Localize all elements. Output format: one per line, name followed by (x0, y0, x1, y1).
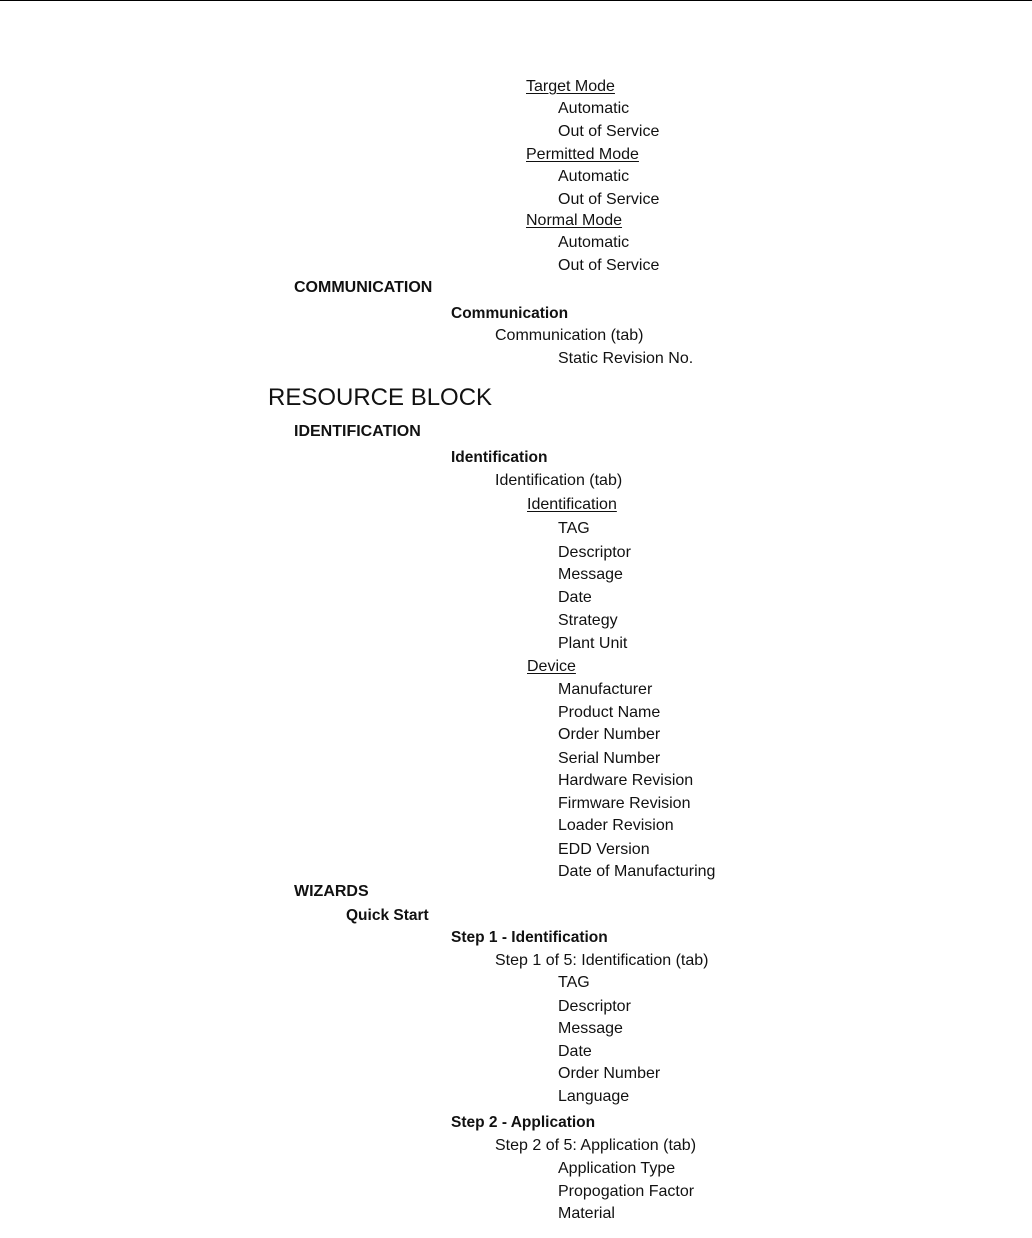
communication-menu-heading: Communication (451, 305, 569, 322)
identification-item: Message (558, 566, 623, 583)
wizards-section-heading: WIZARDS (294, 883, 369, 900)
step1-item: Language (558, 1088, 630, 1105)
device-item: Firmware Revision (558, 795, 691, 812)
device-item: Manufacturer (558, 681, 653, 698)
permitted-mode-item: Out of Service (558, 191, 660, 208)
communication-item: Static Revision No. (558, 350, 694, 367)
communication-tab-label: Communication (tab) (495, 327, 644, 344)
identification-item: Plant Unit (558, 635, 628, 652)
identification-item: Descriptor (558, 544, 631, 561)
identification-item: TAG (558, 520, 590, 537)
identification-item: Strategy (558, 612, 618, 629)
step1-heading: Step 1 - Identification (451, 929, 608, 946)
normal-mode-item: Out of Service (558, 257, 660, 274)
device-item: EDD Version (558, 841, 650, 858)
step2-item: Material (558, 1205, 615, 1222)
normal-mode-item: Automatic (558, 234, 630, 251)
device-item: Loader Revision (558, 817, 674, 834)
device-item: Hardware Revision (558, 772, 694, 789)
device-item: Product Name (558, 704, 661, 721)
identification-item: Date (558, 589, 592, 606)
top-rule (0, 0, 1032, 1)
device-group-heading: Device (527, 658, 576, 675)
step1-item: Order Number (558, 1065, 661, 1082)
normal-mode-heading: Normal Mode (526, 212, 623, 229)
identification-section-heading: IDENTIFICATION (294, 423, 421, 440)
step1-item: Date (558, 1043, 592, 1060)
step1-tab-label: Step 1 of 5: Identification (tab) (495, 952, 709, 969)
step2-tab-label: Step 2 of 5: Application (tab) (495, 1137, 697, 1154)
target-mode-item: Out of Service (558, 123, 660, 140)
target-mode-item: Automatic (558, 100, 630, 117)
step2-item: Application Type (558, 1160, 676, 1177)
communication-section-heading: COMMUNICATION (294, 279, 433, 296)
step1-item: Message (558, 1020, 623, 1037)
step2-item: Propogation Factor (558, 1183, 695, 1200)
permitted-mode-heading: Permitted Mode (526, 146, 639, 163)
device-item: Order Number (558, 726, 661, 743)
identification-menu-heading: Identification (451, 449, 548, 466)
step2-heading: Step 2 - Application (451, 1114, 596, 1131)
identification-group-heading: Identification (527, 496, 617, 513)
identification-tab-label: Identification (tab) (495, 472, 623, 489)
device-item: Date of Manufacturing (558, 863, 716, 880)
step1-item: TAG (558, 974, 590, 991)
step1-item: Descriptor (558, 998, 631, 1015)
target-mode-heading: Target Mode (526, 78, 615, 95)
resource-block-title: RESOURCE BLOCK (268, 384, 493, 411)
device-item: Serial Number (558, 750, 661, 767)
permitted-mode-item: Automatic (558, 168, 630, 185)
quick-start-heading: Quick Start (346, 907, 429, 924)
